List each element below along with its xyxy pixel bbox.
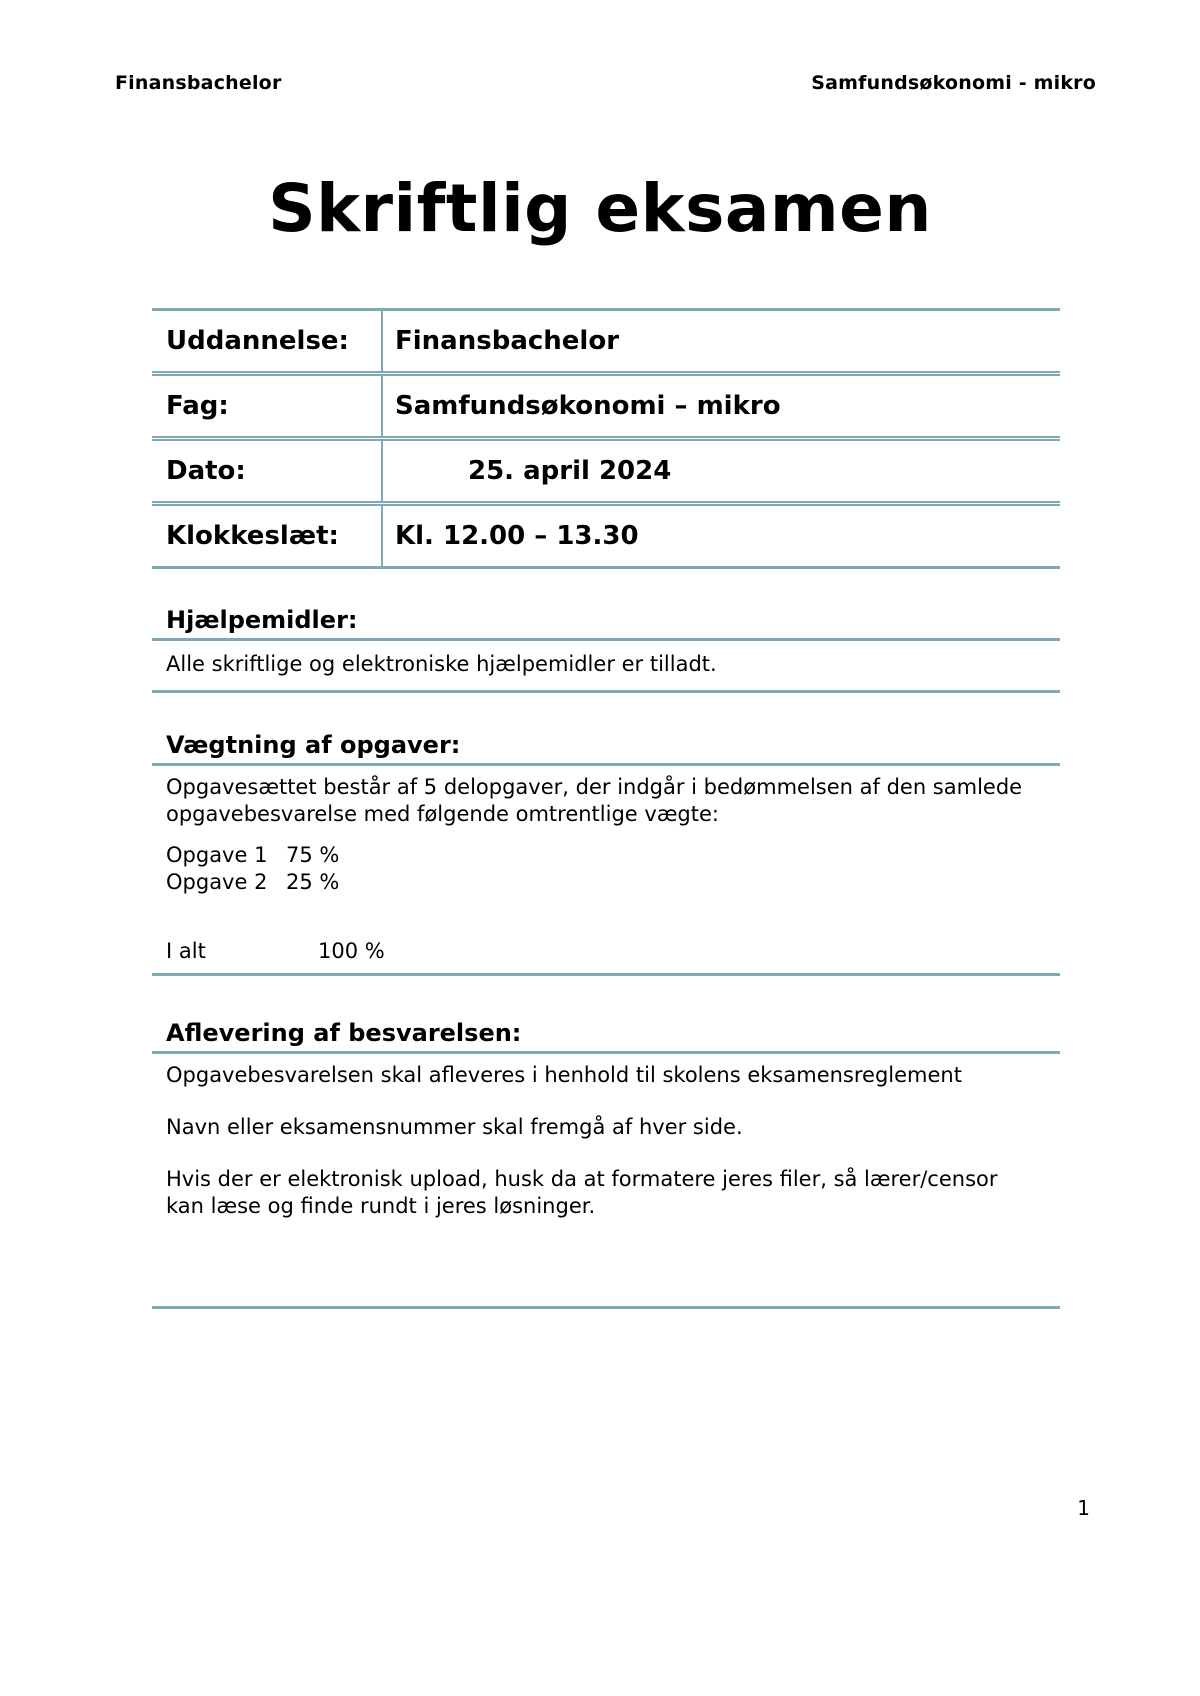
section-heading: Aflevering af besvarelsen:: [152, 1013, 1060, 1054]
total-label: I alt: [166, 939, 206, 963]
section-aflevering: [152, 1013, 1060, 1309]
info-row-fag: [152, 376, 1060, 441]
info-value: Kl. 12.00 – 13.30: [395, 521, 639, 551]
list-item: [166, 869, 1060, 896]
info-label: Fag:: [152, 376, 383, 436]
section-body: [152, 1054, 1060, 1309]
total-value: 100 %: [318, 939, 385, 963]
info-row-uddannelse: [152, 308, 1060, 376]
info-value: 25. april 2024: [468, 456, 672, 486]
info-value: Finansbachelor: [395, 326, 620, 356]
info-label: Dato:: [152, 441, 383, 501]
info-label: Uddannelse:: [152, 311, 383, 371]
weight-name: Opgave 2: [166, 870, 268, 894]
weight-value: 75 %: [286, 843, 340, 867]
list-item: [166, 842, 1060, 869]
section-vaegtning: [152, 725, 1060, 976]
weight-value: 25 %: [286, 870, 340, 894]
section-hjaelpemidler: [152, 600, 1060, 693]
info-label: Klokkeslæt:: [152, 506, 383, 566]
info-row-klokkeslaet: [152, 506, 1060, 569]
weight-name: Opgave 1: [166, 843, 268, 867]
section-heading: Vægtning af opgaver:: [152, 725, 1060, 766]
page-number: 1: [1077, 1496, 1090, 1520]
info-row-dato: [152, 441, 1060, 506]
section-text: Opgavebesvarelsen skal afleveres i henhold til skolens eksamensreglement: [166, 1063, 962, 1087]
section-body: [152, 641, 1060, 693]
header-left: Finansbachelor: [115, 72, 282, 94]
info-value: Samfundsøkonomi – mikro: [395, 391, 781, 421]
page-title: Skriftlig eksamen: [268, 170, 932, 247]
header-right: Samfundsøkonomi - mikro: [811, 72, 1096, 94]
info-table: [152, 308, 1060, 569]
section-body: [152, 766, 1060, 976]
section-text: Alle skriftlige og elektroniske hjælpemidler er tilladt.: [166, 652, 717, 676]
section-text: Hvis der er elektronisk upload, husk da at formatere jeres filer, så lærer/censor kan læse og finde rundt i jeres løsninger.: [166, 1167, 998, 1218]
weights-list: [166, 842, 1060, 896]
section-heading: Hjælpemidler:: [152, 600, 1060, 641]
section-text: Opgavesættet består af 5 delopgaver, der indgår i bedømmelsen af den samlede opgavebesvarelse med følgende omtrentlige vægte:: [166, 775, 1023, 826]
section-text: Navn eller eksamensnummer skal fremgå af hver side.: [166, 1115, 743, 1139]
total-row: [166, 938, 1060, 973]
